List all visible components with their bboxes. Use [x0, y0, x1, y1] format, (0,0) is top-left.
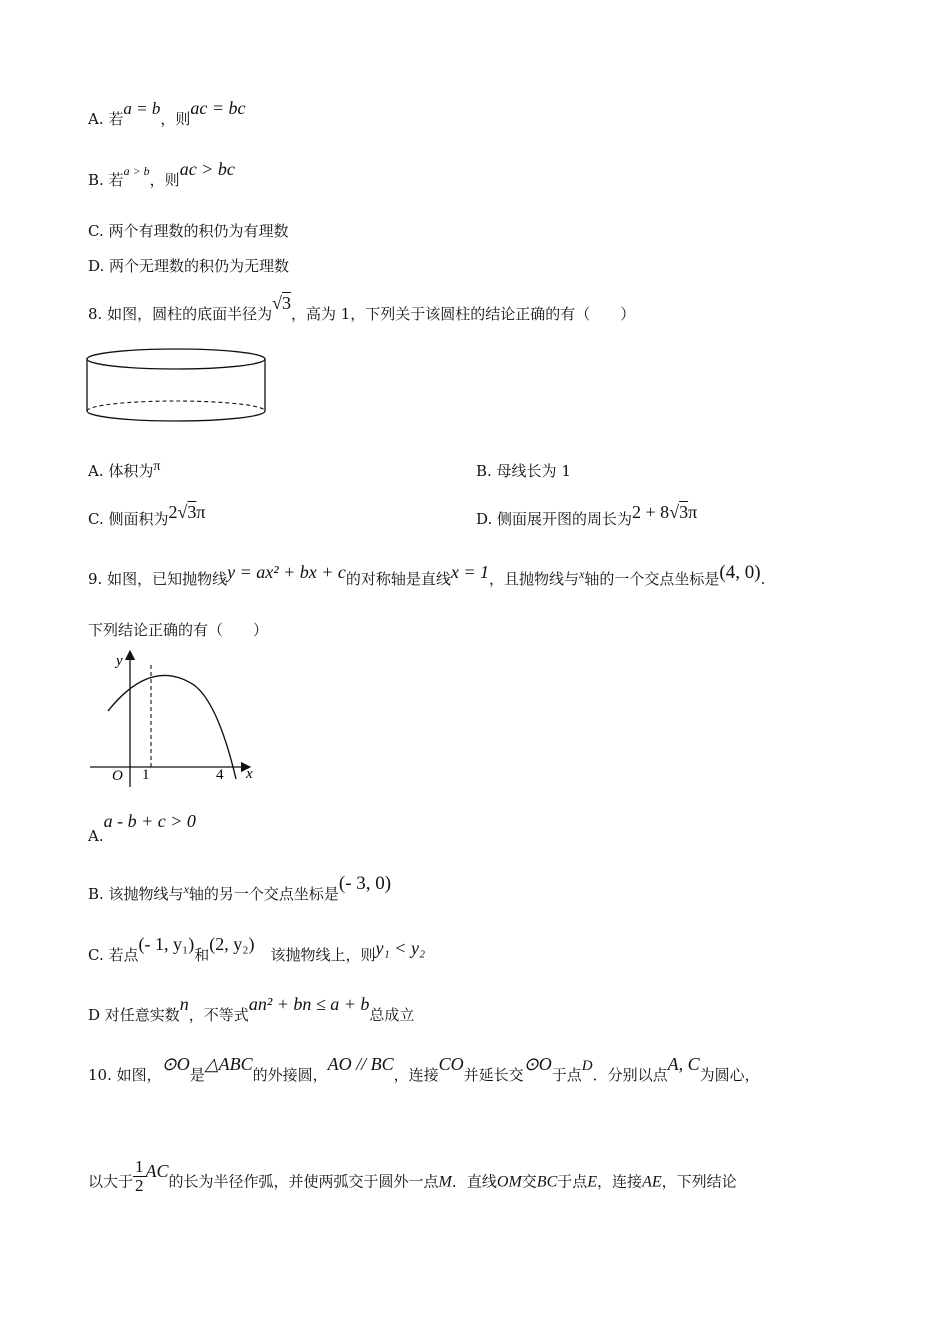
q7-option-b: B. 若$^{a > b}$，则ac > bc: [88, 159, 235, 189]
q8-option-a: A. 体积为π: [88, 459, 161, 480]
q7-option-d: D. 两个无理数的积仍为无理数: [88, 257, 290, 275]
q8-radius: √3: [272, 293, 291, 313]
parabola-curve: [108, 675, 236, 779]
graph-y-label: y: [116, 653, 123, 669]
graph-tick-4: 4: [216, 767, 224, 783]
graph-tick-1: 1: [142, 767, 150, 783]
q8-stem: 8. 如图，圆柱的底面半径为√3，高为 1，下列关于该圆柱的结论正确的有（ ）: [88, 293, 636, 323]
q9-option-d: D 对任意实数n，不等式an² + bn ≤ a + b总成立: [88, 994, 415, 1024]
q9-stem: 9. 如图，已知抛物线y = ax² + bx + c的对称轴是直线x = 1，且抛物线与$^x$轴的一个交点坐标是(4, 0).: [88, 562, 766, 588]
q8-option-d: D. 侧面展开图的周长为2 + 8√3π: [476, 502, 698, 528]
parabola-graph: [86, 645, 266, 790]
q8-option-b: B. 母线长为 1: [476, 462, 571, 480]
q9-parabola-eq: y = ax² + bx + c: [227, 562, 346, 582]
q7-option-a: A. 若a = b，则ac = bc: [88, 98, 246, 128]
q9-option-a: A.a - b + c > 0: [88, 811, 196, 845]
cylinder-top-ellipse: [87, 349, 265, 369]
q8-option-c: C. 侧面积为2√3π: [88, 502, 206, 528]
q9-option-c: C. 若点(- 1, y₁)和(2, y₂)该抛物线上，则y₁ < y₂: [88, 934, 426, 964]
q10-stem: 10. 如图，⊙O是△ABC的外接圆，AO // BC，连接CO并延长交⊙O于点D．分别以点A, C为圆心，: [88, 1054, 760, 1084]
q9-option-b: B. 该抛物线与$^x$轴的另一个交点坐标是(- 3, 0): [88, 873, 392, 903]
q10-stem-line2: 以大于 $\frac{1}{2}$ AC的长为半径作弧，并使两弧交于圆外一点M．直线OM交BC于点E，连接AE，下列结论: [88, 1157, 737, 1195]
graph-x-label: x: [246, 766, 253, 782]
q9-axis: x = 1: [450, 562, 490, 582]
q9-a-inequality: a - b + c > 0: [103, 811, 196, 831]
q9-stem-line2: 下列结论正确的有（ ）: [88, 621, 269, 639]
fraction-one-half: $\frac{1}{2}$: [135, 1157, 144, 1195]
q9-b-point: (- 3, 0): [338, 873, 392, 894]
q7-b-result: ac > bc: [179, 159, 235, 179]
q7-a-cond: a = b: [123, 99, 161, 118]
graph-origin: O: [112, 768, 123, 784]
q9-point: (4, 0): [719, 562, 761, 583]
cylinder-bottom-front: [87, 411, 265, 421]
q7-a-result: ac = bc: [190, 98, 246, 118]
q7-b-cond: a > b: [123, 164, 150, 178]
cylinder-bottom-back: [87, 401, 265, 411]
cylinder-figure: [80, 345, 275, 425]
q7-option-c: C. 两个有理数的积仍为有理数: [88, 222, 289, 240]
